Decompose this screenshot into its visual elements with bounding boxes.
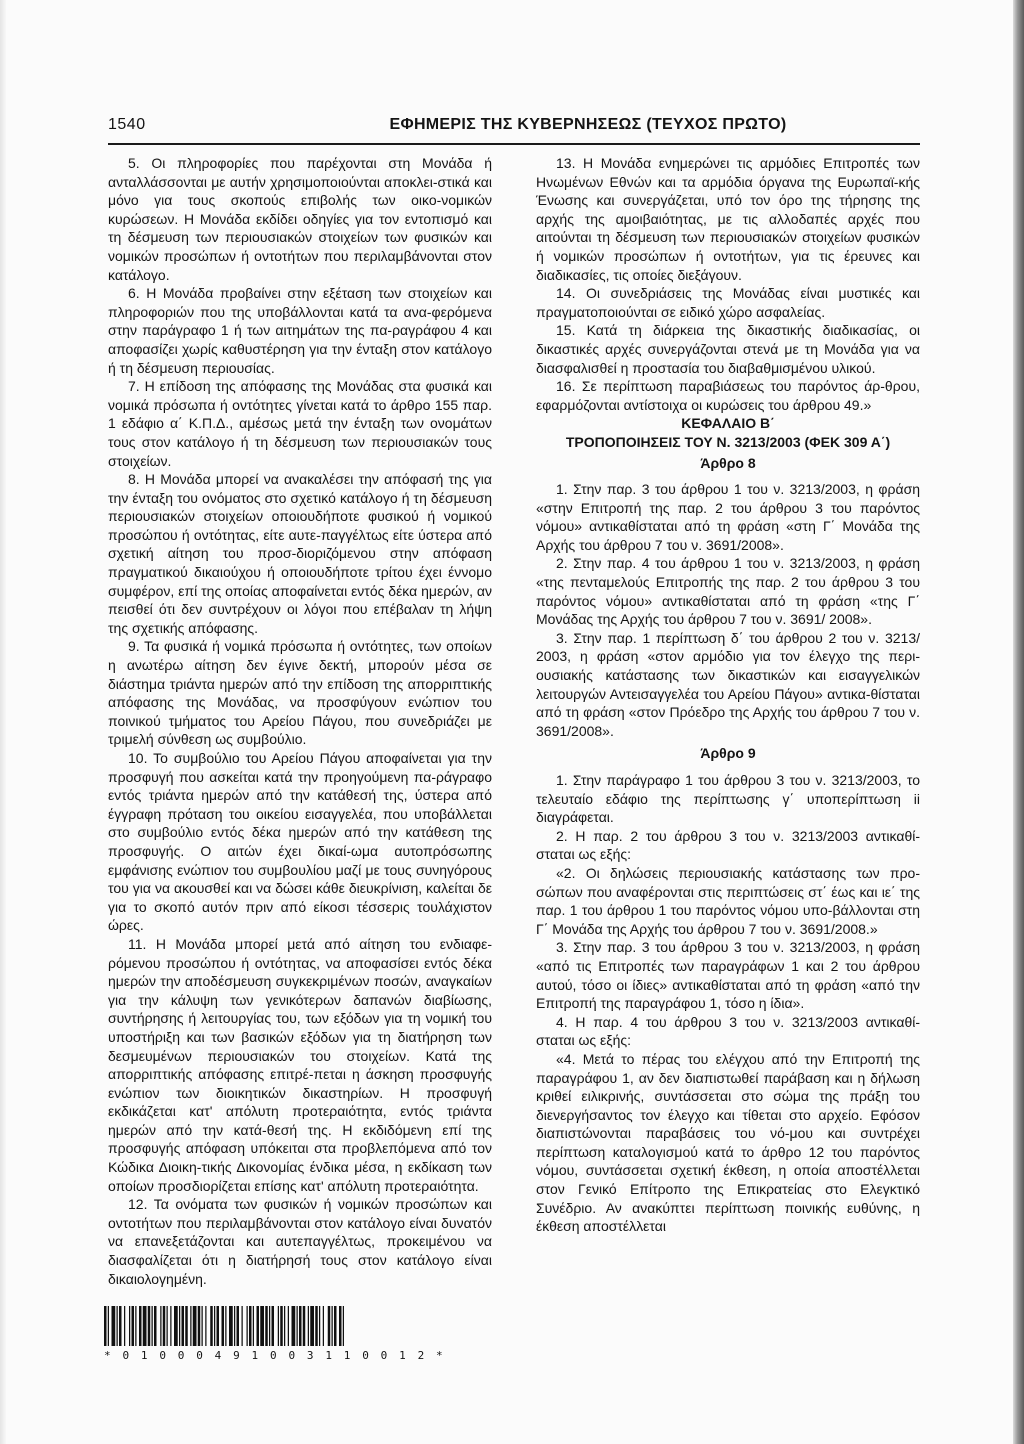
barcode-bar — [174, 1306, 178, 1346]
barcode-bar — [265, 1306, 268, 1346]
barcode-bars — [104, 1306, 344, 1346]
scan-edge-right — [1013, 0, 1024, 1444]
paragraph-11: 11. Η Μονάδα μπορεί μετά από αίτηση του ενδιαφε-ρόμενου προσώπου ή οντότητας, να αποφασίσει εντός δέκα ημερών την αποδέσμευση συγκεκριμένων ποσών, αναγκαίων για την κάλυψη των γενικότερων δαπανών διαβίωσης, συντήρησης ή λειτουργίας του, των εξόδων για τη νομική του υποστήριξη και των βασικών εξόδων για τη διατήρηση των δεσμευμένων περιουσιακών του στοιχείων. Κατά της απορριπτικής απόφασης επιτρέ-πεται η άσκηση προσφυγής ενώπιον των διοικητικών δικαστηρίων. Η προσφυγή εκδικάζεται κατ' απόλυτη προτεραιότητα, εντός τριάντα ημερών από την κατά-θεσή της. Η εκδιδόμενη επί της προσφυγής απόφαση υπόκειται στα προβλεπόμενα από τον Κώδικα Διοικη-τικής Δικονομίας ένδικα μέσα, η εκδίκαση των οποίων προσδιορίζεται επίσης κατ' απόλυτη προτεραιότητα. — [108, 935, 492, 1194]
barcode-bar — [160, 1306, 161, 1346]
barcode-bar — [299, 1306, 302, 1346]
barcode-bar — [104, 1306, 107, 1346]
article-9-title: Άρθρο 9 — [700, 745, 756, 762]
gazette-title: ΕΦΗΜΕΡΙΣ ΤΗΣ ΚΥΒΕΡΝΗΣΕΩΣ (ΤΕΥΧΟΣ ΠΡΩΤΟ) — [389, 116, 787, 133]
barcode-bar — [343, 1306, 344, 1346]
paragraph-12: 12. Τα ονόματα των φυσικών ή νομικών προσώπων και οντοτήτων που περιλαμβάνονται στον κατάλογο είναι δυνατόν να επανεξετάζονται και αυτεπαγγέλτως, προκειμένου να διασφαλίζεται ότι η διατήρησή τους στον κατάλογο είναι δικαιολογημένη. — [108, 1196, 492, 1287]
article-9-quoted-paragraph-4: «4. Μετά το πέρας του ελέγχου από την Επιτροπή της παραγράφου 1, αν δεν διαπιστωθεί παράβαση και η δήλωση κριθεί ειλικρινής, συντάσσεται στο σώμα της πράξη του διενεργήσαντος τον έλεγχο και τίθεται στο αρχείο. Εφόσον διαπιστώνονται παραβάσεις του νό-μου και συντρέχει περίπτωση καταλογισμού κατά το άρθρο 12 του παρόντος νόμου, συντάσσεται σχετική έκθεση, η οποία αποστέλλεται στον Γενικό Επίτροπο της Επικρατείας στο Ελεγκτικό Συνέδριο. Αν ανακύπτει περίπτωση ποινικής ευθύνης, η έκθεση αποστέλλεται — [536, 1050, 920, 1235]
barcode-bar — [247, 1306, 248, 1346]
paragraph-6: 6. Η Μονάδα προβαίνει στην εξέταση των στοιχείων και πληροφοριών που της υποβάλλονται κατά τα ανα-φερόμενα στην παράγραφο 1 ή των αιτημάτων της πα-ραγράφου 4 και αποφασίζει χωρίς καθυστέρηση για την ένταξη στον κατάλογο ή τη δέσμευση περιουσίας. — [108, 285, 492, 376]
barcode-bar — [170, 1306, 171, 1346]
barcode-bar — [129, 1306, 130, 1346]
paragraph-9: 9. Τα φυσικά ή νομικά πρόσωπα ή οντότητες, των οποίων η ανωτέρω αίτηση δεν έγινε δεκτή, μπορούν μέσα σε διάστημα τριάντα ημερών από την επίδοση της απορριπτικής απόφασης της Μονάδας, να προσφύγουν ενώπιον του ποινικού τμήματος του Αρείου Πάγου, που συνεδριάζει με τριμελή σύνθεση ως συμβούλιο. — [108, 638, 492, 748]
barcode-bar — [154, 1306, 157, 1346]
barcode-bar — [334, 1306, 337, 1346]
paragraph-10: 10. Το συμβούλιο του Αρείου Πάγου αποφαίνεται για την προσφυγή που ασκείται κατά την προηγούμενη πα-ράγραφο εντός τριάντα ημερών από την κατάθεσή της, ύστερα από έγγραφη πρόταση του οικείου εισαγγελέα, που υποβάλλεται στο συμβούλιο εντός δέκα ημερών από την κατάθεση της προσφυγής. Ο αιτών έχει δικαί-ωμα αυτοπρόσωπης εμφάνισης ενώπιον του συμβουλίου μαζί με τους συνηγόρους του για να ακουσθεί και να δώσει κάθε διευκρίνιση, καλείται δε για το σκοπό αυτόν πριν από είκοσι τέσσερις τουλάχιστον ώρες. — [108, 750, 492, 934]
barcode-bar — [249, 1306, 252, 1346]
left-column — [108, 154, 492, 1288]
barcode-bar — [280, 1306, 283, 1346]
page-number: 1540 — [108, 116, 146, 133]
barcode-bar — [315, 1306, 318, 1346]
barcode-bar — [135, 1306, 136, 1346]
paragraph-16: 16. Σε περίπτωση παραβιάσεως του παρόντος άρ-θρου, εφαρμόζονται αντίστοιχα οι κυρώσεις του άρθρου 49.» — [536, 378, 920, 413]
barcode-bar — [292, 1306, 296, 1346]
barcode-bar — [163, 1306, 166, 1346]
article-8-paragraph-3: 3. Στην παρ. 1 περίπτωση δ΄ του άρθρου 2 του ν. 3213/ 2003, η φράση «στον αρμόδιο για τον έλεγχο της περι-ουσιακής κατάστασης των δικαστικών και εισαγγελικών λειτουργών Αντεισαγγελέα του Αρείου Πάγου» αντικα-θίσταται από τη φράση «στον Πρόεδρο της Αρχής του άρθρου 7 του ν. 3691/2008». — [536, 629, 920, 739]
barcode-bar — [152, 1306, 153, 1346]
barcode-bar — [253, 1306, 254, 1346]
barcode-bar — [193, 1306, 197, 1346]
paragraph-13: 13. Η Μονάδα ενημερώνει τις αρμόδιες Επιτροπές των Ηνωμένων Εθνών και τα αρμόδια όργανα της Ευρωπαϊ-κής Ένωσης και συνεργάζεται, υπό τον όρο της τήρησης της αρχής της αμοιβαιότητας, με τις αλλοδαπές αρχές που αιτούνται τη δέσμευση των περιουσιακών στοιχείων φυσικών ή νομικών προσώπων ή οντοτήτων, για τις έρευνες και διαδικασίες, τις οποίες διεξάγουν. — [536, 155, 920, 283]
barcode-bar — [278, 1306, 279, 1346]
article-9-paragraph-2: 2. Η παρ. 2 του άρθρου 3 του ν. 3213/2003 αντικαθί-σταται ως εξής: — [536, 827, 920, 863]
article-8-paragraph-1: 1. Στην παρ. 3 του άρθρου 1 του ν. 3213/2003, η φράση «στην Επιτροπή της παρ. 2 του άρθρου 3 του παρόντος νόμου» αντικαθίσταται από τη φράση «στη Γ΄ Μονάδα της Αρχής του άρθρου 7 του ν. 3691/2008». — [536, 481, 920, 553]
chapter-subtitle: ΤΡΟΠΟΠΟΙΗΣΕΙΣ ΤΟΥ Ν. 3213/2003 (ΦΕΚ 309 Α΄) — [565, 433, 891, 450]
barcode-bar — [260, 1306, 264, 1346]
barcode-bar — [272, 1306, 275, 1346]
barcode-bar — [112, 1306, 116, 1346]
article-9-paragraph-3: 3. Στην παρ. 3 του άρθρου 3 του ν. 3213/2003, η φράση «από τις Επιτροπές των παραγράφων 1 και 2 του άρθρου αυτού, τόσο οι ίδιες» αντικαθίσταται από τη φράση «από την Επιτροπή της παραγράφου 1, τόσο η ίδια». — [536, 939, 920, 1012]
right-column — [536, 154, 920, 1236]
barcode-bar — [119, 1306, 122, 1346]
barcode-bar — [202, 1306, 203, 1346]
article-9-paragraph-4: 4. Η παρ. 4 του άρθρου 3 του ν. 3213/2003 αντικαθί-σταται ως εξής: — [536, 1013, 920, 1049]
barcode-bar — [214, 1306, 215, 1346]
page-header — [108, 116, 920, 144]
barcode-bar — [229, 1306, 233, 1346]
scan-edge-left — [0, 0, 6, 1444]
barcode-bar — [257, 1306, 260, 1346]
barcode-bar — [288, 1306, 289, 1346]
barcode-bar — [319, 1306, 320, 1346]
chapter-title: ΚΕΦΑΛΑΙΟ Β΄ — [681, 415, 775, 432]
barcode-bar — [143, 1306, 147, 1346]
barcode-bar — [308, 1306, 309, 1346]
article-8-paragraph-2: 2. Στην παρ. 4 του άρθρου 1 του ν. 3213/2003, η φράση «της πενταμελούς Επιτροπής της παρ. 2 του άρθρου 3 του παρόντος νόμου» αντικαθίσταται από τη φράση «της Γ΄ Μονάδας της Αρχής του άρθρου 7 του ν. 3691/ 2008». — [536, 555, 920, 628]
barcode-bar — [339, 1306, 342, 1346]
barcode-bar — [269, 1306, 270, 1346]
barcode-bar — [225, 1306, 226, 1346]
barcode-bar — [179, 1306, 180, 1346]
paragraph-8: 8. Η Μονάδα μπορεί να ανακαλέσει την απόφασή της για την ένταξη του ονόματος στο σχετικό κατάλογο ή τη δέσμευση περιουσιακών στοιχείων οποιουδήποτε φυσικού ή νομικού προσώπου ή οντότητας, είτε αυτε-παγγέλτως είτε ύστερα από σχετική αίτηση του προσ-διοριζόμενου στην απόφαση πραγματικού δικαιούχου ή οποιουδήποτε τρίτου έχει έννομο συμφέρον, επί της οποίας αποφαίνεται εντός δέκα ημερών, αν πεισθεί ότι δεν συντρέχουν οι λόγοι που επέβαλαν τη λήψη της σχετικής απόφασης. — [108, 471, 492, 636]
barcode-bar — [185, 1306, 188, 1346]
article-8-title: Άρθρο 8 — [700, 454, 756, 471]
barcode-bar — [198, 1306, 201, 1346]
barcode-bar — [190, 1306, 191, 1346]
barcode-bar — [148, 1306, 151, 1346]
barcode-bar — [323, 1306, 324, 1346]
barcode-bar — [124, 1306, 125, 1346]
article-9-paragraph-1: 1. Στην παράγραφο 1 του άρθρου 3 του ν. 3213/2003, το τελευταίο εδάφιο της περίπτωσης γ΄ υποπερίπτωση ii διαγράφεται. — [536, 772, 920, 826]
barcode-bar — [205, 1306, 206, 1346]
barcode-bar — [328, 1306, 331, 1346]
barcode-bar — [284, 1306, 285, 1346]
barcode-bar — [234, 1306, 235, 1346]
barcode-bar — [210, 1306, 213, 1346]
barcode-bar — [139, 1306, 142, 1346]
header-rule — [108, 143, 920, 145]
paragraph-7: 7. Η επίδοση της απόφασης της Μονάδας στα φυσικά και νομικά πρόσωπα ή οντότητες γίνεται κατά το άρθρο 155 παρ. 1 εδάφιο α΄ Κ.Π.Δ., αμέσως μετά την ένταξη των ονομάτων τους στον κατάλογο ή τη δέσμευση των περιουσιακών τους στοιχείων. — [108, 378, 492, 469]
article-9-quoted-paragraph-2: «2. Οι δηλώσεις περιουσιακής κατάστασης των προ-σώπων που αναφέρονται στις περιπτώσεις στ΄ έως και ιε΄ της παρ. 1 του άρθρου 1 του παρόντος νόμου υπο-βάλλονται στη Γ΄ Μονάδα της Αρχής του άρθρου 7 του ν. 3691/2008.» — [536, 864, 920, 937]
barcode-digits: * 0 1 0 0 0 4 9 1 0 0 3 1 1 0 0 1 2 * — [104, 1349, 446, 1362]
barcode-bar — [117, 1306, 118, 1346]
barcode-bar — [237, 1306, 240, 1346]
barcode-bar — [108, 1306, 109, 1346]
barcode-bar — [217, 1306, 220, 1346]
barcode — [104, 1306, 344, 1346]
paragraph-14: 14. Οι συνεδριάσεις της Μονάδας είναι μυστικές και πραγματοποιούνται σε ειδικό χώρο ασφαλείας. — [536, 285, 920, 320]
barcode-bar — [222, 1306, 225, 1346]
barcode-bar — [332, 1306, 333, 1346]
barcode-bar — [242, 1306, 243, 1346]
barcode-bar — [167, 1306, 168, 1346]
barcode-bar — [303, 1306, 306, 1346]
barcode-bar — [297, 1306, 298, 1346]
barcode-bar — [182, 1306, 185, 1346]
paragraph-15: 15. Κατά τη διάρκεια της δικαστικής διαδικασίας, οι δικαστικές αρχές συνεργάζονται στενά με τη Μονάδα για να διασφαλισθεί η προστασία του διαβαθμισμένου υλικού. — [536, 322, 920, 376]
paragraph-5: 5. Οι πληροφορίες που παρέχονται στη Μονάδα ή ανταλλάσσονται με αυτήν χρησιμοποιούνται αποκλει-στικά και μόνο για τους σκοπούς επιβολής των οικο-νομικών κυρώσεων. Η Μονάδα εκδίδει οδηγίες για τον εντοπισμό και τη δέσμευση των περιουσιακών στοιχείων των φυσικών και νομικών προσώπων ή οντοτήτων που περιλαμβάνονται στον κατάλογο. — [108, 155, 492, 283]
barcode-bar — [310, 1306, 314, 1346]
barcode-bar — [132, 1306, 135, 1346]
